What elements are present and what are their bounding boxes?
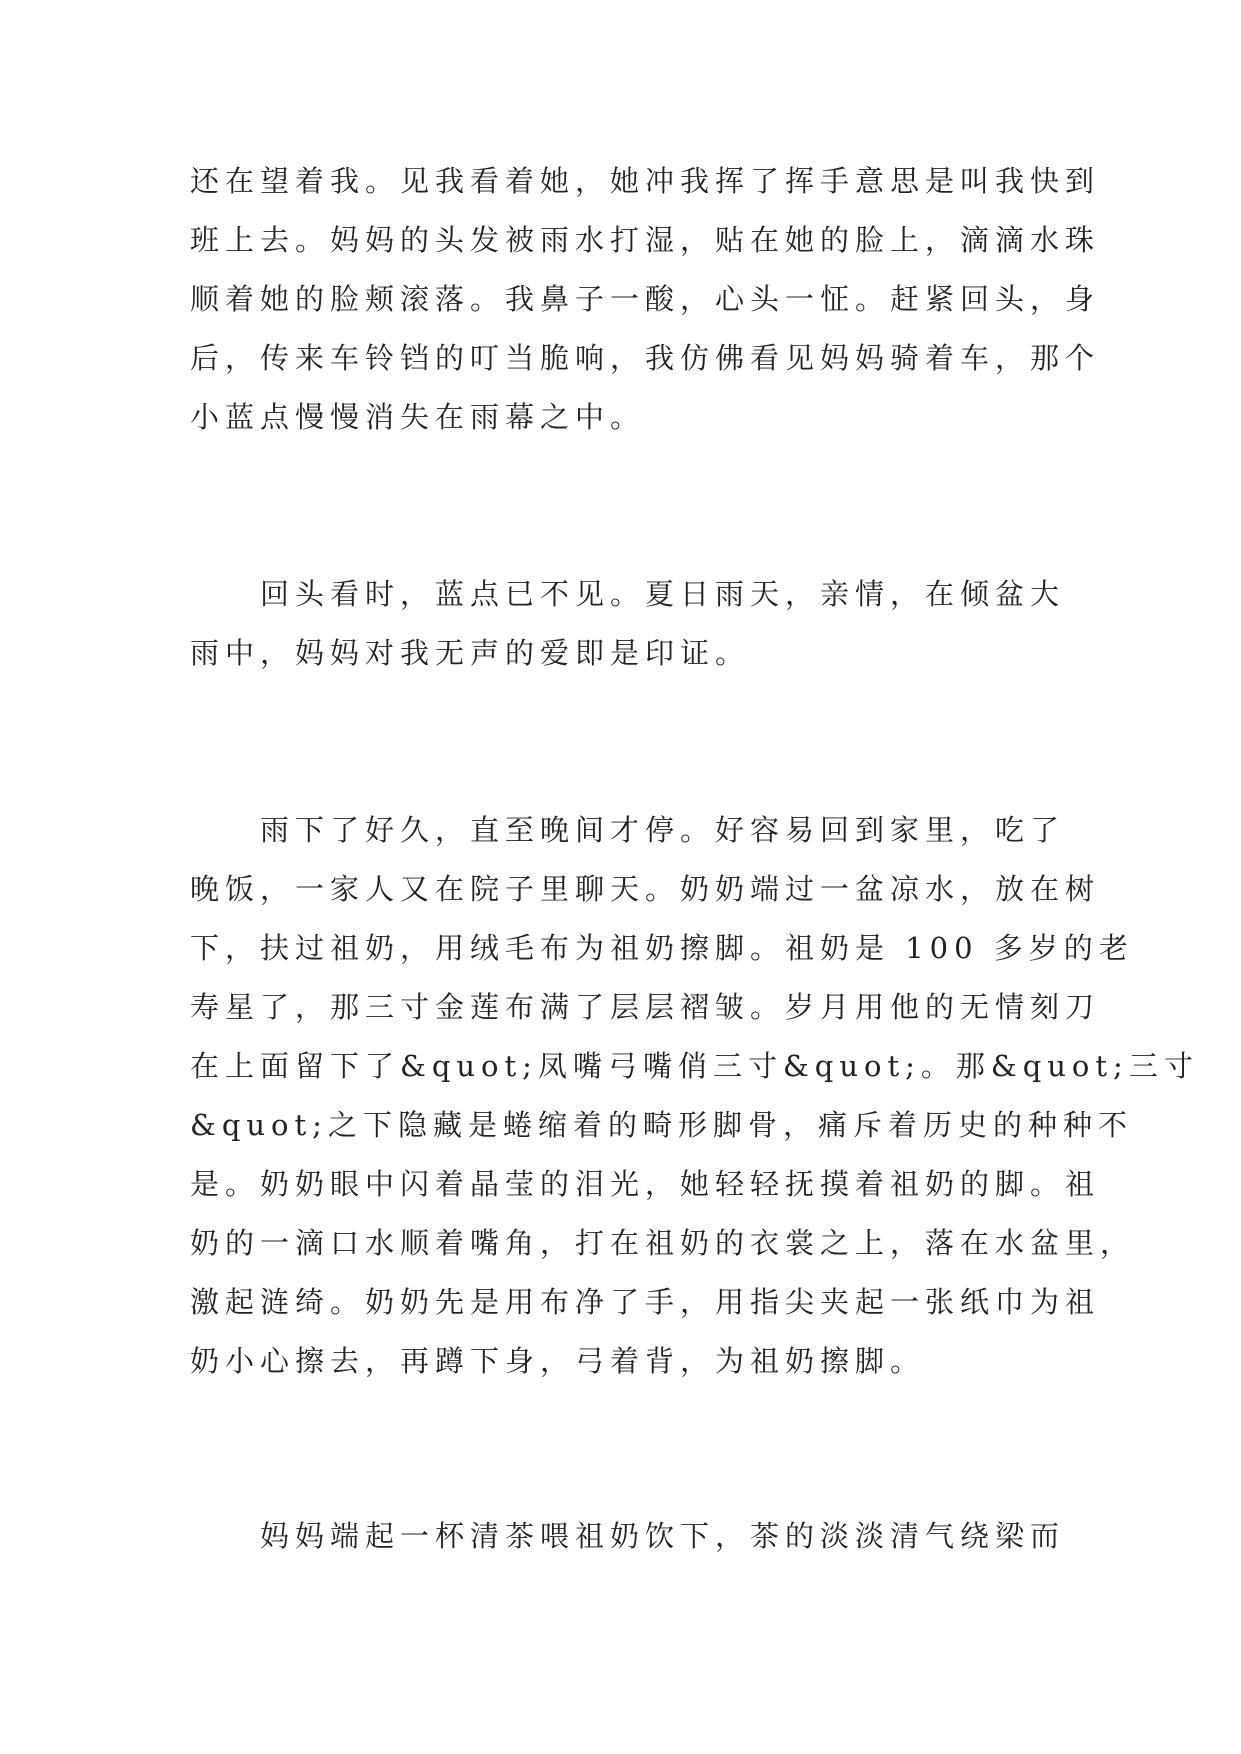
text-line: 在上面留下了&quot;凤嘴弓嘴俏三寸&quot;。那&quot;三寸 <box>190 1049 1199 1083</box>
paragraph-1 <box>190 152 1101 447</box>
text-line: 晚饭，一家人又在院子里聊天。奶奶端过一盆凉水，放在树 <box>190 872 1101 906</box>
text-line: 顺着她的脸颊滚落。我鼻子一酸，心头一怔。赶紧回头，身 <box>190 282 1101 316</box>
paragraph-2 <box>190 565 1066 683</box>
text-line: 奶小心擦去，再蹲下身，弓着背，为祖奶擦脚。 <box>190 1344 926 1378</box>
text-line: 雨下了好久，直至晚间才停。好容易回到家里，吃了 <box>190 813 1066 847</box>
text-line: 奶的一滴口水顺着嘴角，打在祖奶的衣裳之上，落在水盆里， <box>190 1226 1136 1260</box>
text-line: 班上去。妈妈的头发被雨水打湿，贴在她的脸上，滴滴水珠 <box>190 223 1101 257</box>
text-line: 还在望着我。见我看着她，她冲我挥了挥手意思是叫我快到 <box>190 164 1101 198</box>
text-line: 是。奶奶眼中闪着晶莹的泪光，她轻轻抚摸着祖奶的脚。祖 <box>190 1167 1101 1201</box>
text-line: 回头看时，蓝点已不见。夏日雨天，亲情，在倾盆大 <box>190 577 1066 611</box>
text-line: 后，传来车铃铛的叮当脆响，我仿佛看见妈妈骑着车，那个 <box>190 341 1101 375</box>
text-line: 寿星了，那三寸金莲布满了层层褶皱。岁月用他的无情刻刀 <box>190 990 1101 1024</box>
text-line: 雨中，妈妈对我无声的爱即是印证。 <box>190 636 751 670</box>
text-line: 下，扶过祖奶，用绒毛布为祖奶擦脚。祖奶是 100 多岁的老 <box>190 931 1134 965</box>
paragraph-4 <box>190 1507 1066 1566</box>
paragraph-3 <box>190 801 1199 1391</box>
text-line: 小蓝点慢慢消失在雨幕之中。 <box>190 400 646 434</box>
text-line: 激起涟绮。奶奶先是用布净了手，用指尖夹起一张纸巾为祖 <box>190 1285 1101 1319</box>
text-line: 妈妈端起一杯清茶喂祖奶饮下，茶的淡淡清气绕梁而 <box>190 1519 1066 1553</box>
text-line: &quot;之下隐藏是蜷缩着的畸形脚骨，痛斥着历史的种种不 <box>190 1108 1133 1142</box>
